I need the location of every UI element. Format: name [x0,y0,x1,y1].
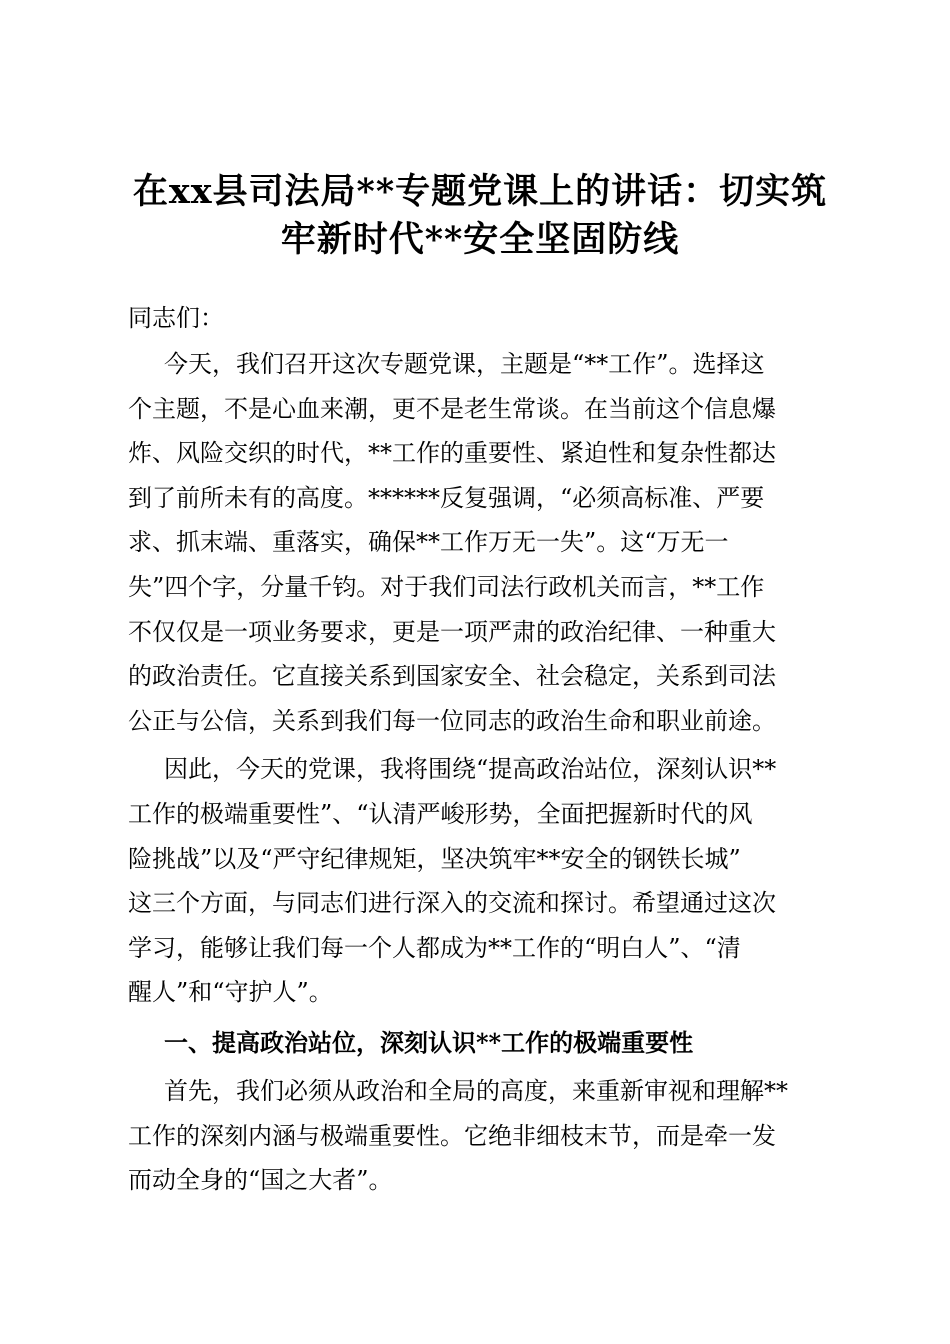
paragraph-line: 工作的极端重要性”、“认清严峻形势，全面把握新时代的风 [128,799,753,828]
paragraph-line: 醒人”和“守护人”。 [128,978,333,1007]
salutation: 同志们： [128,304,224,332]
paragraph-line: 因此，今天的党课，我将围绕“提高政治站位，深刻认识** [164,755,777,784]
paragraph-intro [128,342,828,743]
paragraph-section-one [128,1069,828,1203]
paragraph-line: 公正与公信，关系到我们每一位同志的政治生命和职业前途。 [128,706,776,735]
paragraph-line: 工作的深刻内涵与极端重要性。它绝非细枝末节，而是牵一发 [128,1121,776,1150]
paragraph-line: 而动全身的“国之大者”。 [128,1166,393,1195]
paragraph-line: 今天，我们召开这次专题党课，主题是“**工作”。选择这 [164,350,765,378]
title-line-2: 牢新时代**安全坚固防线 [280,219,680,260]
section-heading: 一、提高政治站位，深刻认识**工作的极端重要性 [164,1027,694,1057]
paragraph-line: 失”四个字，分量千钧。对于我们司法行政机关而言，**工作 [128,572,765,601]
title-line-1: 在xx县司法局**专题党课上的讲话：切实筑 [132,171,828,212]
paragraph-outline [128,747,828,1015]
paragraph-line: 到了前所未有的高度。******反复强调，“必须高标准、严要 [128,483,765,512]
paragraph-line: 险挑战”以及“严守纪律规矩，坚决筑牢**安全的钢铁长城” [128,844,741,873]
paragraph-line: 这三个方面，与同志们进行深入的交流和探讨。希望通过这次 [128,889,776,918]
paragraph-line: 学习，能够让我们每一个人都成为**工作的“明白人”、“清 [128,933,741,962]
paragraph-line: 的政治责任。它直接关系到国家安全、社会稳定，关系到司法 [128,662,776,691]
document-title [124,168,836,264]
paragraph-line: 个主题，不是心血来潮，更不是老生常谈。在当前这个信息爆 [128,394,776,423]
document-page [128,168,828,1203]
paragraph-line: 首先，我们必须从政治和全局的高度，来重新审视和理解** [164,1076,788,1105]
paragraph-line: 不仅仅是一项业务要求，更是一项严肃的政治纪律、一种重大 [128,617,776,646]
paragraph-line: 炸、风险交织的时代，**工作的重要性、紧迫性和复杂性都达 [128,439,776,468]
paragraph-line: 求、抓末端、重落实，确保**工作万无一失”。这“万无一 [128,528,729,557]
